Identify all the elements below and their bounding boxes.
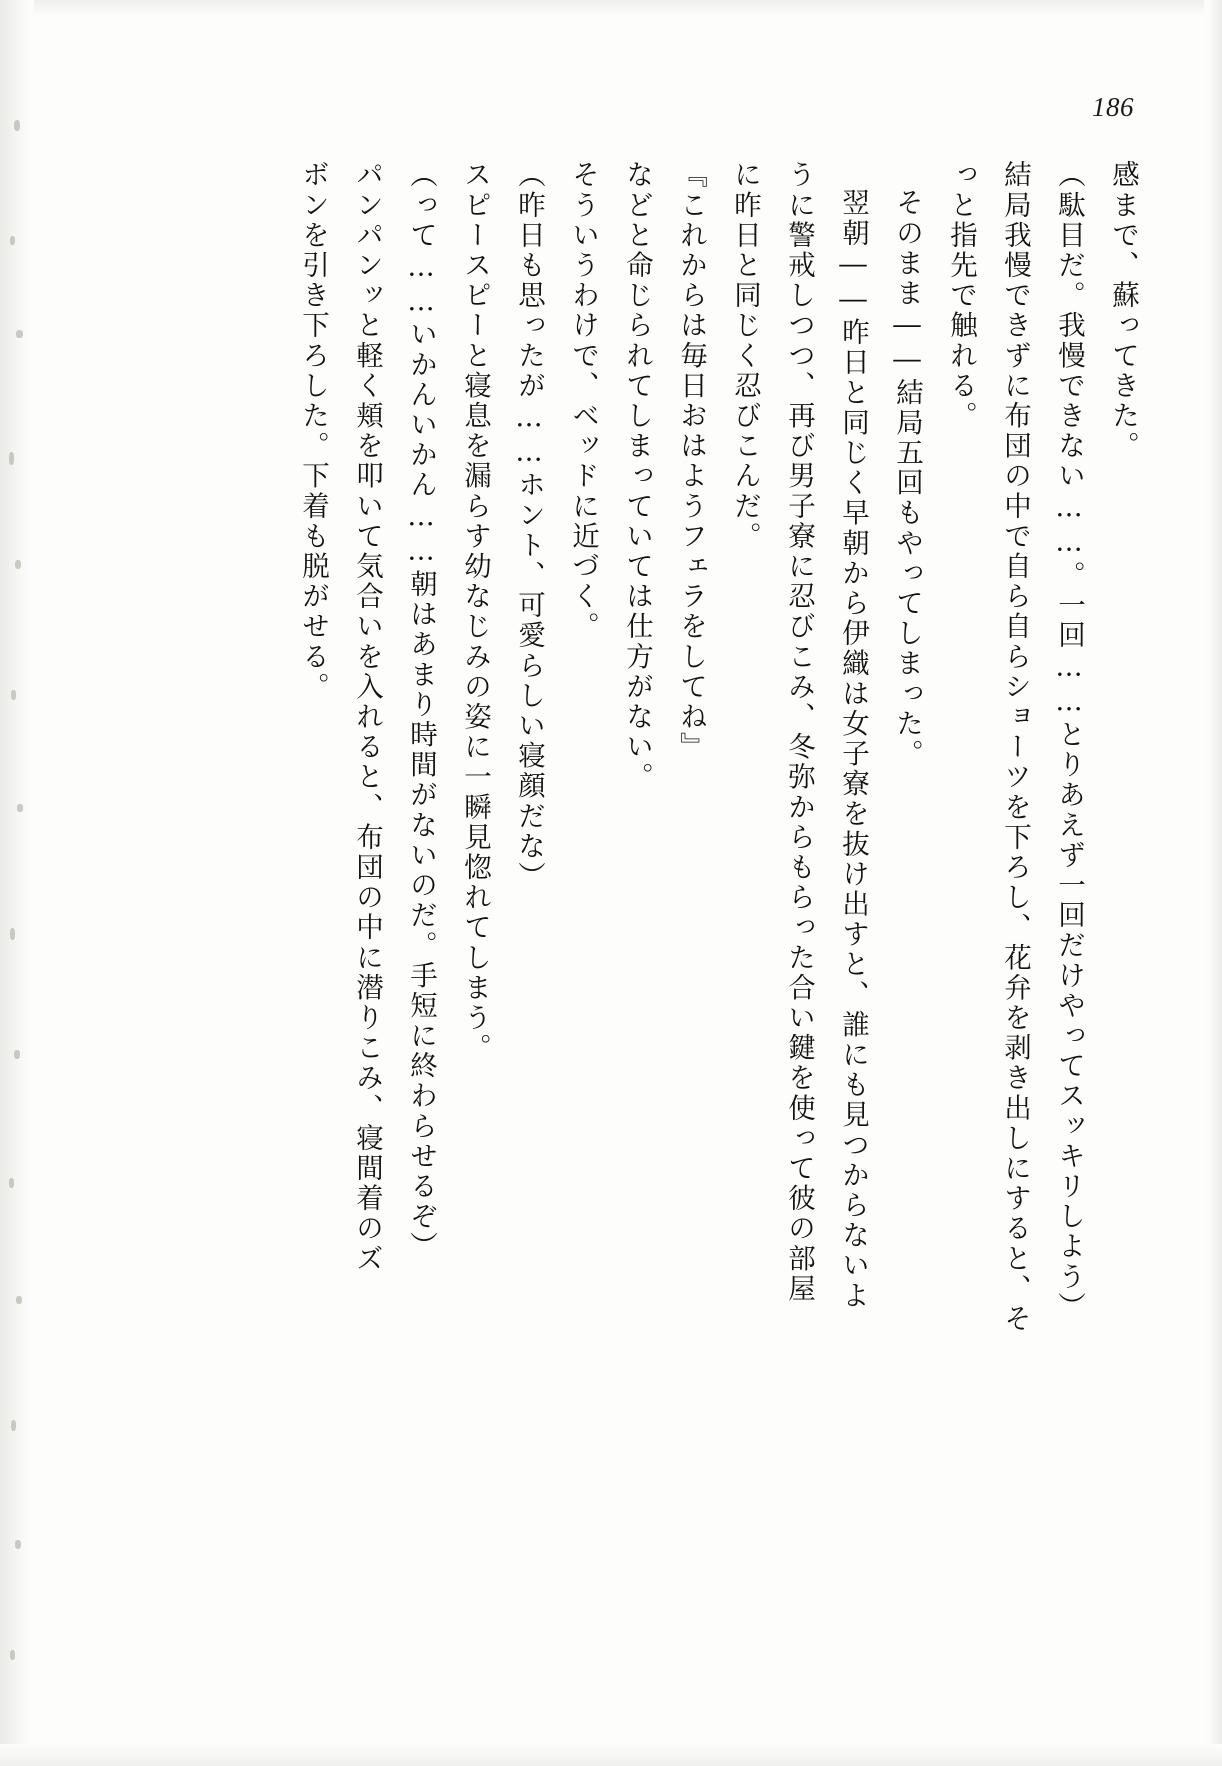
scan-speck — [11, 690, 16, 700]
text-column: うに警戒しつつ、再び男子寮に忍びこみ、冬弥からもらった合い鍵を使って彼の部屋 — [783, 160, 815, 1304]
text-column: （昨日も思ったが……ホント、可愛らしい寝顔だな） — [513, 160, 545, 892]
scan-speck — [10, 1650, 15, 1660]
text-column: 結局我慢できずに布団の中で自ら自らショーツを下ろし、花弁を剥き出しにすると、そ — [999, 160, 1031, 1334]
scan-speck — [14, 120, 20, 131]
text-column: （って……いかんいかん……朝はあまり時間がないのだ。手短に終わらせるぞ） — [405, 160, 437, 1262]
scan-edge-bottom — [0, 1744, 1222, 1766]
page-number: 186 — [1092, 92, 1134, 122]
text-column: そういうわけで、ベッドに近づく。 — [567, 160, 599, 642]
scan-speck — [9, 452, 14, 465]
scan-speck — [14, 1050, 20, 1059]
vertical-text-body — [272, 160, 1139, 1450]
scan-speck — [16, 1296, 22, 1304]
scan-speck — [11, 1420, 16, 1431]
text-column: スピースピーと寝息を漏らす幼なじみの姿に一瞬見惚れてしまう。 — [459, 160, 491, 1063]
text-column: パンパンッと軽く頬を叩いて気合いを入れると、布団の中に潜りこみ、寝間着のズ — [351, 160, 383, 1274]
scan-edge-top — [0, 0, 1222, 16]
scan-edge-left — [0, 0, 34, 1766]
text-column: に昨日と同じく忍びこんだ。 — [729, 160, 761, 552]
scan-speck — [16, 330, 23, 338]
text-column: 『これからは毎日おはようフェラをしてね』 — [675, 160, 707, 762]
scan-speck — [10, 236, 15, 245]
text-column: （駄目だ。我慢できない……。一回……とりあえず一回だけやってスッキリしよう） — [1053, 160, 1085, 1322]
text-column: 感まで、蘇ってきた。 — [1107, 160, 1139, 461]
scan-speck — [9, 1178, 14, 1188]
text-column: そのまま――結局五回もやってしまった。 — [891, 188, 923, 769]
text-column: などと命じられてしまっていては仕方がない。 — [621, 160, 653, 793]
scan-speck — [15, 560, 21, 569]
text-column: っと指先で触れる。 — [945, 160, 977, 431]
scan-edge-right — [1204, 0, 1222, 1766]
text-column: ボンを引き下ろした。下着も脱がせる。 — [297, 160, 329, 702]
scan-speck — [10, 928, 15, 940]
scan-speck — [15, 1540, 21, 1549]
scan-speck — [17, 804, 23, 812]
text-column: 翌朝――昨日と同じく早朝から伊織は女子寮を抜け出すと、誰にも見つからないよ — [837, 188, 869, 1311]
